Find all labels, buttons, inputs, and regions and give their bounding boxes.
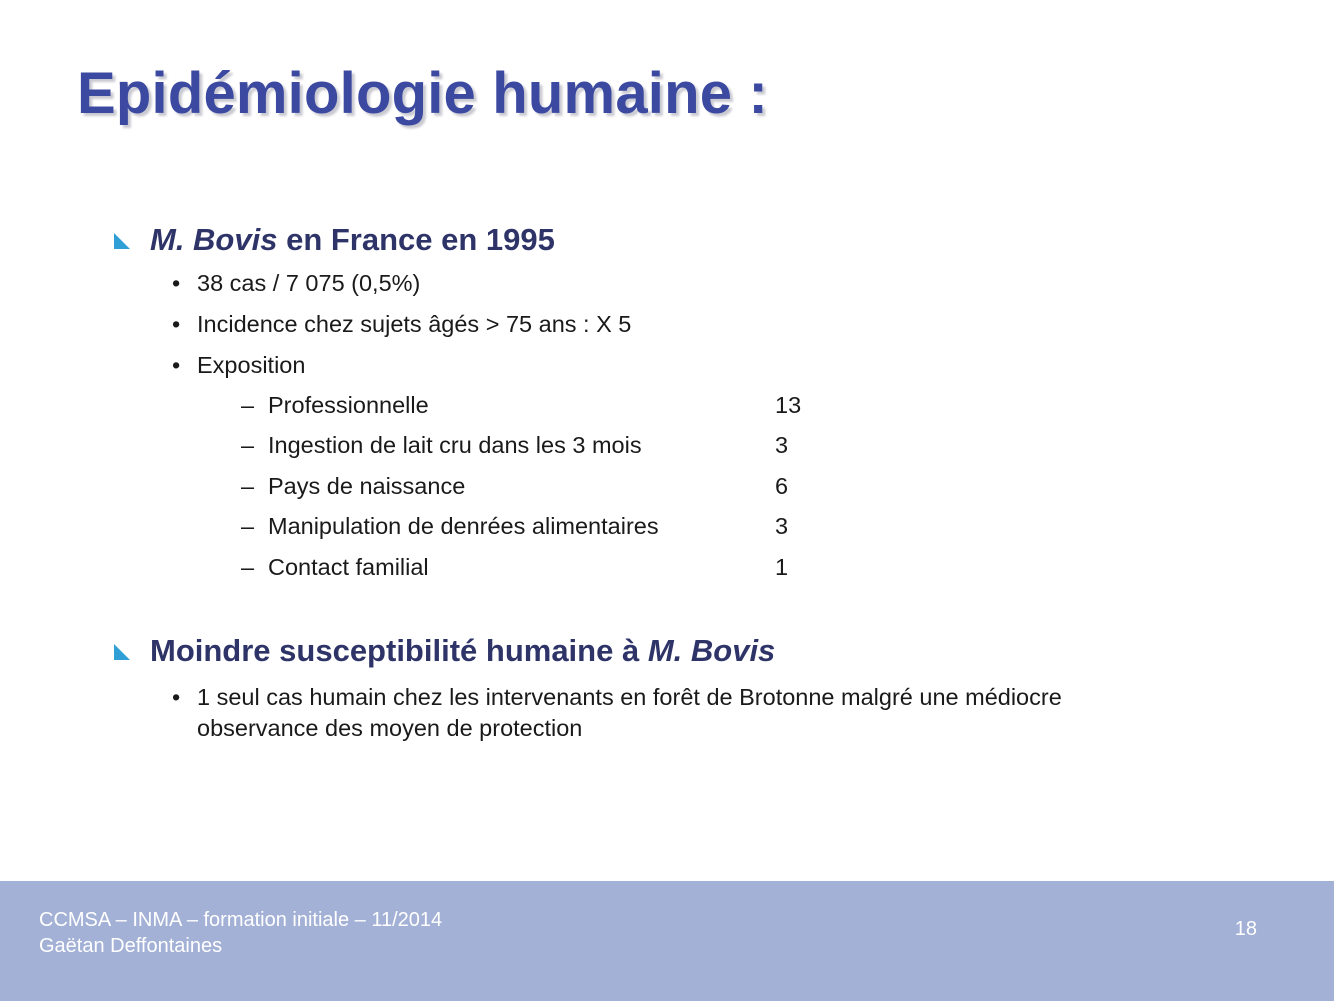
exposition-row	[241, 432, 861, 459]
bullet-text: Incidence chez sujets âgés > 75 ans : X 5	[197, 311, 632, 337]
bullet-item	[172, 311, 631, 338]
exposition-count: 1	[775, 554, 789, 580]
exposition-row	[241, 473, 861, 500]
dash-symbol: –	[241, 554, 255, 580]
section-heading-text: en France en 1995	[277, 222, 555, 257]
exposition-row	[241, 554, 861, 581]
bullet-symbol: •	[172, 684, 181, 710]
dash-symbol: –	[241, 513, 255, 539]
footer-author-line: Gaëtan Deffontaines	[39, 935, 223, 957]
exposition-label: Manipulation de denrées alimentaires	[268, 513, 659, 539]
section-heading-text: Moindre susceptibilité humaine à	[150, 633, 648, 668]
exposition-count: 6	[775, 473, 789, 499]
triangle-marker-icon	[112, 642, 132, 662]
exposition-label: Ingestion de lait cru dans les 3 mois	[268, 432, 642, 458]
exposition-label: Contact familial	[268, 554, 429, 580]
exposition-count: 13	[775, 392, 802, 418]
slide-title: Epidémiologie humaine :	[77, 61, 768, 126]
footer-course-line: CCMSA – INMA – formation initiale – 11/2014	[39, 909, 443, 931]
triangle-marker-icon	[112, 231, 132, 251]
section-heading-susceptibilite	[112, 633, 775, 669]
bullet-item	[172, 352, 305, 379]
exposition-label: Professionnelle	[268, 392, 429, 418]
section-heading-m-bovis-france	[112, 222, 555, 258]
exposition-count: 3	[775, 513, 789, 539]
bullet-symbol: •	[172, 352, 181, 378]
page-number: 18	[1234, 918, 1257, 940]
section-heading-italic: M. Bovis	[647, 633, 776, 668]
bullet-item	[172, 682, 1172, 744]
exposition-label: Pays de naissance	[268, 473, 466, 499]
slide-footer	[0, 881, 1334, 1001]
bullet-symbol: •	[172, 311, 181, 337]
bullet-symbol: •	[172, 270, 181, 296]
exposition-row	[241, 392, 861, 419]
exposition-row	[241, 513, 861, 540]
bullet-item	[172, 270, 420, 297]
dash-symbol: –	[241, 473, 255, 499]
bullet-text: Exposition	[197, 352, 306, 378]
bullet-text: 1 seul cas humain chez les intervenants en forêt de Brotonne malgré une médiocre observance des moyen de protection	[197, 684, 1062, 741]
bullet-text: 38 cas / 7 075 (0,5%)	[197, 270, 421, 296]
dash-symbol: –	[241, 392, 255, 418]
section-heading-italic: M. Bovis	[150, 222, 278, 257]
dash-symbol: –	[241, 432, 255, 458]
exposition-count: 3	[775, 432, 789, 458]
